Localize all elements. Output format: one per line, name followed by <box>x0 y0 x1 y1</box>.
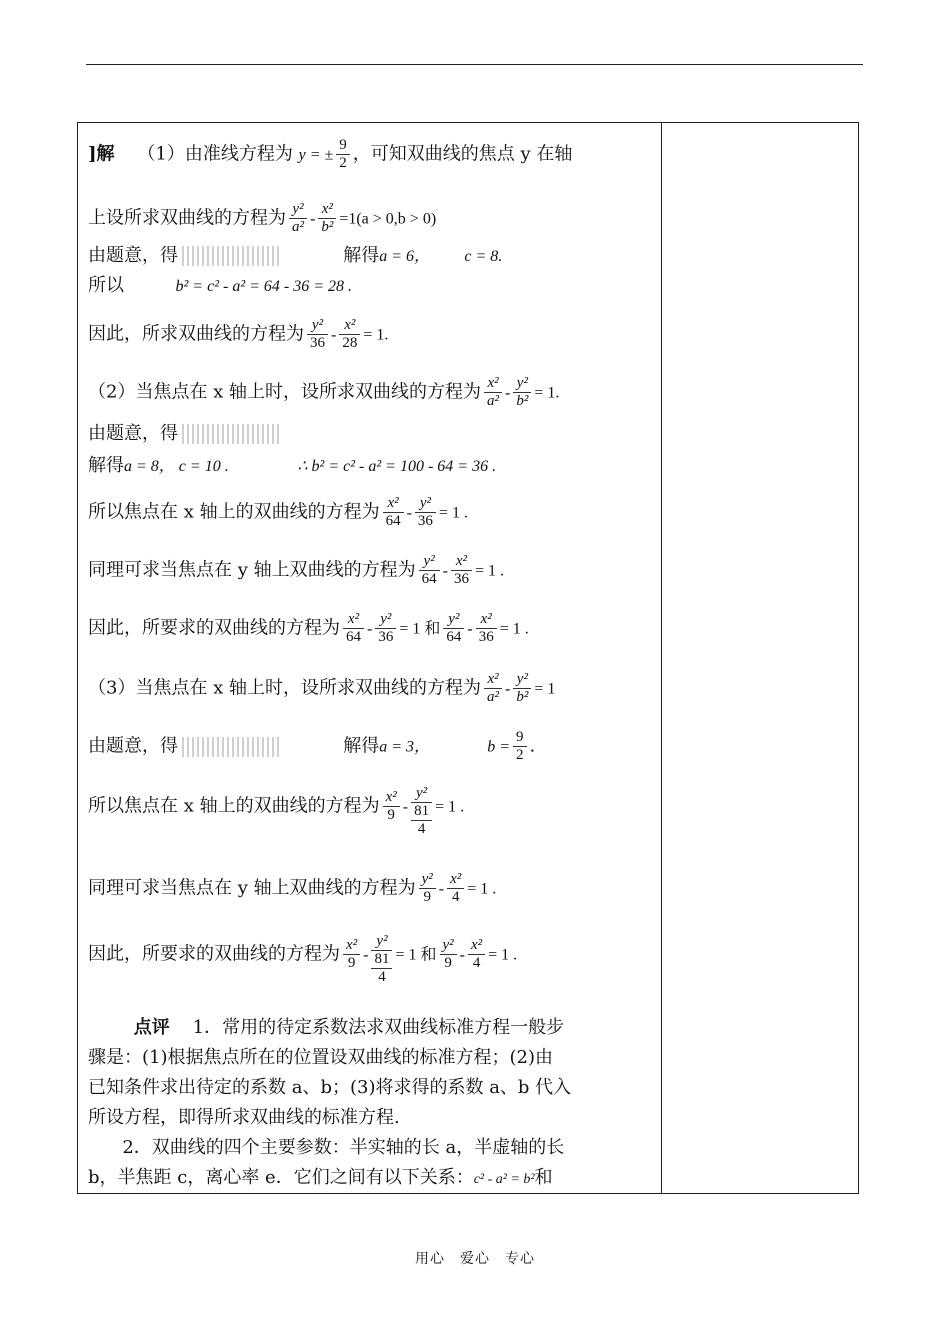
fraction: $\frac{\text{x²}}{9}$ <box>383 789 400 824</box>
fraction: $\frac{\text{x²}}{4}$ <box>468 937 485 972</box>
line-11: 因此，所要求的双曲线的方程为 $\frac{\text{x²}}{64}$ - $\frac{\text{y²}}{36}$ = 1 和 $\frac{\text{y²}}{64}$ - $\frac{\text{x²}}{36}$ = 1 . <box>88 611 529 645</box>
line-15: 同理可求当焦点在 y 轴上双曲线的方程为 $\frac{\text{y²}}{9}$ - $\frac{\text{x²}}{4}$ = 1 . <box>88 871 497 905</box>
line-12: （3）当焦点在 x 轴上时，设所求双曲线的方程为 $\frac{\text{x²}}{\text{a²}}$ - $\frac{\text{y²}}{\text{b²}}$ = 1 <box>88 671 556 705</box>
fraction: $\frac{9}{2}$ <box>336 137 350 172</box>
math: a = 8， c = 10 . <box>124 458 229 475</box>
line-8 <box>88 455 496 478</box>
math: c = 8. <box>464 248 503 265</box>
page-footer: 用心 爱心 专心 <box>415 1251 535 1267</box>
fraction: y² 81 4 <box>411 785 432 838</box>
math: = 1 . <box>488 946 518 964</box>
fraction: $\frac{\text{y²}}{9}$ <box>440 937 457 972</box>
text: b，半焦距 c，离心率 e．它们之间有以下关系： <box>88 1167 474 1188</box>
fraction: $\frac{\text{y²}}{64}$ <box>419 553 440 588</box>
text: 骤是：(1)根据焦点所在的位置设双曲线的标准方程；(2)由 <box>88 1047 553 1068</box>
line-13: 由题意，得 解得a = 3， b = $\frac{9}{2}$ . <box>88 729 536 763</box>
fraction: $\frac{\text{y²}}{\text{b²}}$ <box>513 671 531 706</box>
text: （1）由准线方程为 <box>137 143 293 165</box>
text: 解得 <box>343 735 380 757</box>
math: = 1. <box>534 384 560 402</box>
text: （3）当焦点在 x 轴上时，设所求双曲线的方程为 <box>88 677 482 699</box>
math: = 1 . <box>467 880 497 898</box>
text: 同理可求当焦点在 y 轴上双曲线的方程为 <box>88 559 416 581</box>
fraction: $\frac{\text{y²}}{\text{b²}}$ <box>513 375 531 410</box>
fraction: $\frac{\text{y²}}{36}$ <box>375 611 396 646</box>
math: b² = c² - a² = 64 - 36 = 28 . <box>175 278 353 295</box>
line-6: （2）当焦点在 x 轴上时，设所求双曲线的方程为 $\frac{\text{x²}}{\text{a²}}$ - $\frac{\text{y²}}{\text{b²}}$ = 1. <box>88 375 560 409</box>
math: c² - a² = b² <box>473 1172 535 1187</box>
fraction: y² 81 4 <box>371 933 392 986</box>
column-divider <box>661 123 662 1193</box>
fraction: $\frac{\text{x²}}{\text{a²}}$ <box>484 671 502 706</box>
text: 1．常用的待定系数法求双曲线标准方程一般步 <box>192 1017 565 1038</box>
text: （2）当焦点在 x 轴上时，设所求双曲线的方程为 <box>88 381 482 403</box>
fraction: $\frac{\text{x²}}{\text{a²}}$ <box>484 375 502 410</box>
line-14: 所以焦点在 x 轴上的双曲线的方程为 $\frac{\text{x²}}{9}$ - y² 81 4 = 1 . <box>88 785 465 837</box>
fraction: $\frac{\text{y²}}{9}$ <box>419 871 436 906</box>
math: b = <box>487 738 511 756</box>
line-4 <box>88 275 352 298</box>
math: = 1 和 <box>395 946 437 964</box>
fraction: $\frac{\text{x²}}{\text{b²}}$ <box>318 201 336 236</box>
math: ∴ b² = c² - a² = 100 - 64 = 36 . <box>297 458 497 475</box>
text: 因此，所求双曲线的方程为 <box>88 323 304 345</box>
text: 因此，所要求的双曲线的方程为 <box>88 617 340 639</box>
fraction: $\frac{\text{x²}}{28}$ <box>339 317 360 352</box>
comment-label: 点评 <box>133 1017 170 1038</box>
math: = 1. <box>363 326 389 344</box>
content-table <box>77 122 859 1194</box>
equation-system-image <box>182 246 282 266</box>
text: 已知条件求出待定的系数 a、b；(3)将求得的系数 a、b 代入 <box>88 1077 572 1098</box>
math: = 1 和 <box>399 620 441 638</box>
text: 上设所求双曲线的方程为 <box>88 207 286 229</box>
equation-system-image <box>182 737 282 757</box>
text: 所设方程，即得所求双曲线的标准方程. <box>88 1107 400 1128</box>
text: 同理可求当焦点在 y 轴上双曲线的方程为 <box>88 877 416 899</box>
text: 和 <box>534 1167 553 1188</box>
text: 所以 <box>88 275 124 296</box>
comment-para-1-line-4 <box>88 1107 400 1129</box>
text: 所以焦点在 x 轴上的双曲线的方程为 <box>88 501 380 523</box>
fraction: $\frac{\text{y²}}{36}$ <box>307 317 328 352</box>
line-7 <box>88 423 286 445</box>
math: =1(a > 0,b > 0) <box>339 210 437 228</box>
comment-para-2-line-2 <box>88 1167 553 1191</box>
text: 由题意，得 <box>88 423 178 444</box>
text: 2．双曲线的四个主要参数：半实轴的长 a，半虚轴的长 <box>122 1137 565 1158</box>
line-5: 因此，所求双曲线的方程为 $\frac{\text{y²}}{36}$ - $\frac{\text{x²}}{28}$ = 1. <box>88 317 389 351</box>
comment-para-1-line-3 <box>88 1077 571 1099</box>
fraction: $\frac{\text{x²}}{4}$ <box>447 871 464 906</box>
text: 解得 <box>343 245 380 266</box>
math: a = 3， <box>379 738 431 756</box>
math: = 1 . <box>499 620 529 638</box>
fraction: $\frac{\text{y²}}{36}$ <box>415 495 436 530</box>
line-3 <box>88 245 502 268</box>
comment-para-2 <box>88 1137 564 1159</box>
math: y = ± <box>298 146 334 164</box>
text: ，可知双曲线的焦点 y 在轴 <box>352 143 573 165</box>
fraction: $\frac{\text{x²}}{36}$ <box>476 611 497 646</box>
text: 所以焦点在 x 轴上的双曲线的方程为 <box>88 795 380 817</box>
comment-para-1-line-2 <box>88 1047 553 1069</box>
line-9: 所以焦点在 x 轴上的双曲线的方程为 $\frac{\text{x²}}{64}$ - $\frac{\text{y²}}{36}$ = 1 . <box>88 495 468 529</box>
math: = 1 . <box>474 562 504 580</box>
text: 解得 <box>88 455 124 476</box>
line-16: 因此，所要求的双曲线的方程为 $\frac{\text{x²}}{9}$ - y² 81 4 = 1 和 $\frac{\text{y²}}{9}$ - $\frac{\text{x²}}{4}$ = 1 . <box>88 933 518 985</box>
text: 由题意，得 <box>88 735 178 757</box>
line-10: 同理可求当焦点在 y 轴上双曲线的方程为 $\frac{\text{y²}}{64}$ - $\frac{\text{x²}}{36}$ = 1 . <box>88 553 504 587</box>
fraction: $\frac{\text{y²}}{64}$ <box>443 611 464 646</box>
fraction: $\frac{\text{x²}}{64}$ <box>343 611 364 646</box>
equation-system-image <box>182 424 282 444</box>
math: = 1 . <box>438 504 468 522</box>
math: = 1 . <box>435 798 465 816</box>
math: a = 6， <box>379 248 431 265</box>
fraction: $\frac{\text{x²}}{36}$ <box>451 553 472 588</box>
text: 因此，所要求的双曲线的方程为 <box>88 943 340 965</box>
solution-label: ]解 <box>88 143 115 165</box>
math: = 1 <box>534 680 556 698</box>
fraction: $\frac{\text{x²}}{9}$ <box>343 937 360 972</box>
line-2: 上设所求双曲线的方程为 $\frac{\text{y²}}{\text{a²}}$ - $\frac{\text{x²}}{\text{b²}}$ =1(a > 0,b > 0) <box>88 201 437 235</box>
comment-para-1 <box>88 1017 564 1039</box>
fraction: $\frac{\text{x²}}{64}$ <box>383 495 404 530</box>
text: 由题意，得 <box>88 245 178 266</box>
fraction: $\frac{\text{y²}}{\text{a²}}$ <box>289 201 307 236</box>
header-rule <box>86 64 863 65</box>
line-1 <box>88 137 572 172</box>
fraction: $\frac{9}{2}$ <box>513 729 527 764</box>
